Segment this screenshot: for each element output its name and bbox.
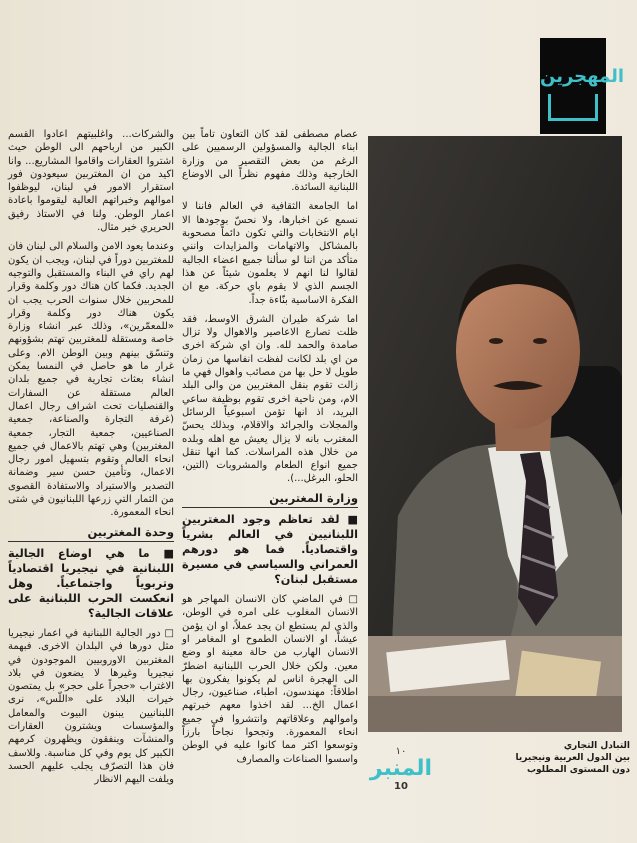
logo-mark-icon: [548, 94, 598, 121]
section-heading: وزارة المغتربين: [182, 492, 358, 508]
portrait-photo: [368, 136, 622, 732]
paragraph: والشركات... واغلبيتهم اعادوا القسم الكبير من ارباحهم الى الوطن حيث اشتروا العقارات واقاموا المشاريع... وانا اكيد من ان المغتربين سيعودون فور استقرار الامور في لبنان، ليوظفوا اموالهم وخبراتهم العالية ليقوموا باعادة اعمار الوطن. ولنا في الاستاذ رفيق الحريري خير مثال.: [8, 129, 174, 234]
section-heading: وحدة المغتربين: [8, 526, 174, 542]
paragraph: اما شركة طيران الشرق الاوسط، فقد ظلت تصارع الاعاصير والاهوال ولا تزال صامدة والحمد لله. وان اي شركة اخرى من اي بلد لكانت لفظت انفاسها من زمان طويل لا حل بها من مصائب واهوال فهي ما زالت تقوم بنقل المغتربين من والى البلد الام، ومن ناحية اخرى تقوم بوظيفة ساعي البريد، اذ انها تؤمن اسبوعياً الرسائل والمجلات والجرائد والاقلام، وبذلك يحسّ المغترب بانه لا يزال يعيش مع اهله وبلده من خلال هذه المراسلات. كما انها تنقل جميع انواع الطعام والمشروبات (التين، الحلو، البرغل...).: [182, 313, 358, 485]
column-middle: [182, 128, 358, 834]
page-number-arabic: ١٠: [395, 746, 407, 757]
page-number: 10: [394, 781, 408, 792]
caption-line: بين الدول العربية ونيجيريا: [515, 753, 630, 763]
caption-line: دون المستوى المطلوب: [526, 765, 630, 775]
magazine-brand: المنبر: [369, 756, 433, 781]
paragraph: عصام مصطفى لقد كان التعاون تاماً بين ابناء الجالية والمسؤولين الرسميين على الرغم من بعض التقصير من وزارة الخارجية وذلك مفهوم نظراً الى الاوضاع اللبنانية السائدة.: [182, 129, 358, 194]
interview-answer: □ في الماضي كان الانسان المهاجر هو الانسان المغلوب على امره في الوطن، والذي لم يستطع ان يجد عملاً، او ان يؤمن عيشاً، او الانسان الطموح او المغامر او الانسان الهارب من حالة معينة او وضع معين. ولكن خلال الحرب اللبنانية اضطرّ الى الهجرة اناس لم يكونوا يفكرون بها اطلاقاً: مهندسون، اطباء، صناعيون، رجال اعمال الخ... لقد اخذوا معهم خبرتهم واموالهم وعلاقاتهم وانتشروا في جميع انحاء المعمورة. وتجحوا نجاحاً بارزاً وتوسعوا اكثر مما كانوا عليه في الوطن واسسوا الصناعات والمصارف: [182, 594, 358, 765]
page-folio: [368, 746, 434, 792]
paragraph: اما الجامعة الثقافية في العالم فاننا لا نسمع عن اخبارها، ولا نحسّ بوجودها الا ايام الانتخابات والتي تكون دائماً مصحوبة بالمشاكل والاتهامات والمزايدات وانني متأكد من اننا لو سألنا جميع اعضاء الجالية لقالوا لنا انهم لا يعلمون شيئاً عن هذا الجسم الذي لا يقوم باي حركة. مع ان الفكرة الاساسية بنّاءة جداً.: [182, 201, 358, 306]
column-left: [8, 128, 174, 834]
photo-caption: [440, 740, 630, 776]
interview-question: ■ ما هي اوضاع الجالية اللبنانية في نيجيريا اقتصادياً وتربوياً واجتماعياً. وهل انعكست الحرب اللبنانية على علاقات الجالية؟: [8, 546, 174, 620]
interview-question: ■ لقد تعاظم وجود المغتربين اللبنانيين في العالم بشرياً واقتصادياً. فما هو دورهم العمراني والسياسي في مسيرة مستقبل لبنان؟: [182, 513, 358, 587]
section-logo: [540, 38, 625, 134]
paragraph: وعندما يعود الامن والسلام الى لبنان فان للمغتربين دوراً في لبنان، ويجب ان يكون لهم راي في البناء والمستقبل والتوجيه الجديد. فكما كان هناك دور وكلمة وقرار للمحربين خلال سنوات الحرب يجب ان يكون هناك دور وكلمة وقرار «للمعمّرين»، وذلك عبر انشاء وزارة خاصة ومستقلة للمغتربين تهتم بشؤونهم وتنسّق بينهم وبين الوطن الام. وعلى غرار ما هو حاصل في النمسا يمكن انشاء بعثات تجارية في جميع بلدان العالم مستقلة عن السفارات والقنصليات تحت اشراف رجال اعمال (غرفة التجارة والصناعة، جمعية الصناعيين، جمعية التجار، جمعية المغتربين) وهي تهتم بالاعمال في جميع انحاء العالم وتقوم بتسهيل امور رجال الاعمال، وتأمين حسن سير وضمانة التصدير والاستيراد والاستفادة القصوى من الثمار التي زرعها اللبنانيون في شتى انحاء المعمورة.: [8, 241, 174, 519]
section-logo-text: المهجرين: [540, 66, 625, 87]
caption-line: التبادل التجاري: [563, 741, 630, 751]
interview-answer: □ دور الجالية اللبنانية في اعمار نيجيريا مثل دورها في البلدان الاخرى. فبهمة المغتربين الاوروبيين الموجودون في نيجيريا وغيرها لا يضعون في بلاد الاغتراب «حجراً على حجر» بل يمتصون خيرات البلاد على «اللّس»، نرى اللبنانيين يبنون البيوت والمعامل والمؤسسات ويشترون العقارات والمنشآت وينفقون ويظهرون كرمهم الكبير كل يوم وفي كل مناسبة. وللاسف فان هذا التصرّف يجلب عليهم الحسد ويلفت اليهم الانظار: [8, 627, 174, 786]
